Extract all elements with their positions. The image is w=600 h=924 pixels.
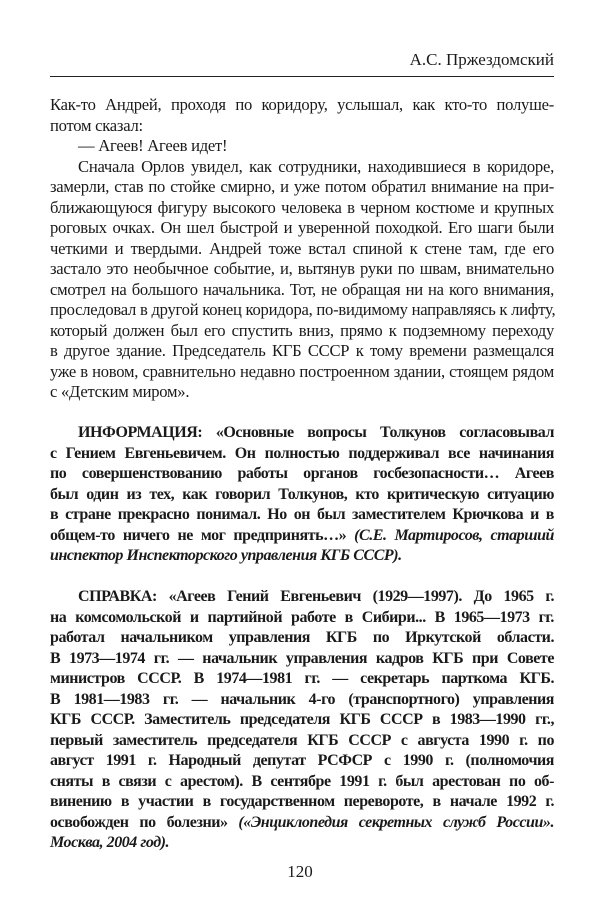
line-text: работал начальником управления КГБ по Иркутской области. bbox=[50, 629, 554, 646]
information-paragraph bbox=[50, 423, 554, 567]
text-line bbox=[50, 341, 554, 362]
text-line bbox=[50, 280, 554, 301]
text-line bbox=[50, 116, 554, 137]
header-rule bbox=[50, 76, 554, 77]
line-text: замерли, став по стойке смирно, и уже потом обратил внимание на при- bbox=[50, 177, 554, 196]
line-text: В 1981—1983 гг. — начальник 4-го (транспортного) управления bbox=[50, 690, 554, 708]
text-line bbox=[50, 321, 554, 342]
text-line bbox=[50, 95, 554, 116]
text-line bbox=[50, 710, 554, 731]
text-line bbox=[50, 444, 554, 465]
line-text: сняты в связи с арестом). В сентябре 1991 г. был арестован по об- bbox=[50, 772, 554, 790]
text-line bbox=[50, 669, 554, 690]
line-text: был один из тех, как говорил Толкунов, кто критическую ситуацию bbox=[50, 485, 554, 503]
line-text: по совершенствованию работы органов госбезопасности… Агеев bbox=[50, 465, 554, 482]
line-text: в стране прекрасно понимал. Но он был заместителем Крючкова и в bbox=[50, 506, 554, 523]
text-line bbox=[50, 218, 554, 239]
line-text: четкими и твердыми. Андрей тоже встал спиной к стене там, где его bbox=[50, 238, 554, 258]
line-text: который должен был его спустить вниз, прямо к подземному переходу bbox=[50, 320, 554, 340]
line-text: смотрел на большого начальника. Тот, не обращая ни на кого внимания, bbox=[50, 279, 554, 299]
text-line bbox=[50, 464, 554, 485]
line-text: потом сказал: bbox=[50, 115, 143, 135]
line-text: роговых очках. Он шел быстрой и уверенной походкой. Его шаги были bbox=[50, 218, 554, 237]
line-text: застало это необычное событие, и, вытянув руки по швам, внимательно bbox=[50, 259, 554, 278]
text-line bbox=[50, 382, 554, 403]
line-text: винению в участии в государственном перевороте, в начале 1992 г. bbox=[50, 793, 554, 810]
text-line bbox=[50, 259, 554, 280]
line-text: общем-то ничего не мог предпринять…» bbox=[50, 526, 355, 544]
line-text: КГБ СССР. Заместитель председателя КГБ СССР в 1983—1990 гг., bbox=[50, 711, 554, 728]
line-text: в другое здание. Председатель КГБ СССР к тому времени размещался bbox=[50, 341, 554, 360]
text-line bbox=[50, 649, 554, 670]
text-line bbox=[50, 423, 554, 444]
citation-text: (С.Е. Мартиросов, старший bbox=[354, 526, 554, 544]
text-line bbox=[50, 198, 554, 219]
citation-text: инспектор Инспекторского управления КГБ СССР). bbox=[50, 547, 402, 564]
text-line bbox=[50, 608, 554, 629]
reference-paragraph bbox=[50, 587, 554, 854]
line-text: ближающуюся фигуру высокого человека в черном костюме и крупных bbox=[50, 197, 554, 217]
text-line bbox=[50, 300, 554, 321]
text-line bbox=[50, 772, 554, 793]
text-line bbox=[50, 731, 554, 752]
text-line bbox=[50, 628, 554, 649]
text-line bbox=[50, 505, 554, 526]
text-line bbox=[50, 813, 554, 834]
line-text: август 1991 г. Народный депутат РСФСР с 1990 г. (полномочия bbox=[50, 752, 554, 769]
text-line bbox=[50, 239, 554, 260]
text-line bbox=[50, 526, 554, 547]
text-line bbox=[50, 792, 554, 813]
citation-text: Москва, 2004 год). bbox=[50, 834, 170, 851]
line-text: с Гением Евгеньевичем. Он полностью поддерживал все начинания bbox=[50, 444, 554, 462]
text-line bbox=[50, 485, 554, 506]
line-text: Сначала Орлов увидел, как сотрудники, находившиеся в коридоре, bbox=[78, 156, 554, 176]
line-text: уже в новом, сравнительно недавно построенном здании, стоящем рядом bbox=[50, 361, 554, 381]
text-line bbox=[50, 751, 554, 772]
line-text: Как-то Андрей, проходя по коридору, услышал, как кто-то полуше- bbox=[50, 95, 554, 114]
line-text: СПРАВКА: «Агеев Гений Евгеньевич (1929—1997). До 1965 г. bbox=[78, 588, 554, 605]
line-text: — Агеев! Агеев идет! bbox=[78, 136, 228, 155]
text-line bbox=[50, 587, 554, 608]
text-line bbox=[50, 177, 554, 198]
text-line bbox=[50, 157, 554, 178]
text-line bbox=[50, 546, 554, 567]
text-line bbox=[50, 690, 554, 711]
line-text: с «Детским миром». bbox=[50, 382, 190, 401]
text-line bbox=[50, 136, 554, 157]
narrative-paragraph bbox=[50, 95, 554, 403]
line-text: проследовал в другой конец коридора, по-видимому направляясь к лифту, bbox=[50, 300, 556, 319]
line-text: ИНФОРМАЦИЯ: «Основные вопросы Толкунов согласовывал bbox=[78, 424, 554, 441]
running-header: А.С. Пржездомский bbox=[409, 50, 554, 69]
citation-text: («Энциклопедия секретных служб России». bbox=[238, 813, 554, 831]
line-text: на комсомольской и партийной работе в Сибири... В 1965—1973 гг. bbox=[50, 608, 554, 626]
line-text: первый заместитель председателя КГБ СССР с августа 1990 г. по bbox=[50, 731, 554, 749]
line-text: освобожден по болезни» bbox=[50, 813, 239, 831]
text-line bbox=[50, 362, 554, 383]
page-number: 120 bbox=[287, 862, 313, 881]
line-text: министров СССР. В 1974—1981 гг. — секретарь парткома КГБ. bbox=[50, 670, 554, 687]
text-line bbox=[50, 833, 554, 854]
line-text: В 1973—1974 гг. — начальник управления кадров КГБ при Совете bbox=[50, 649, 554, 667]
